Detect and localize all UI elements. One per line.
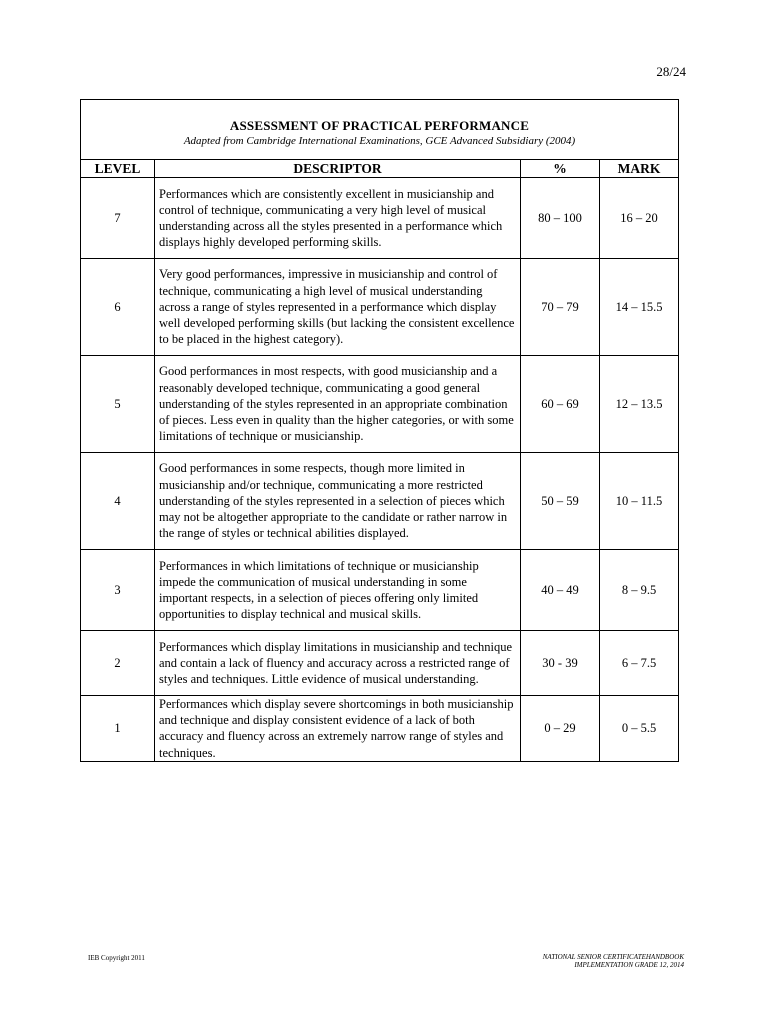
percent-cell: 0 – 29 (521, 696, 600, 762)
level-cell: 2 (81, 631, 155, 696)
percent-cell: 40 – 49 (521, 550, 600, 631)
table-row (81, 259, 679, 356)
descriptor-cell: Performances in which limitations of technique or musicianship impede the communication of musical understanding in some important respects, in a selection of pieces offering only limited opportunities to display technical and musical skills. (155, 550, 521, 631)
table-row (81, 550, 679, 631)
percent-cell: 50 – 59 (521, 453, 600, 550)
level-cell: 4 (81, 453, 155, 550)
percent-cell: 80 – 100 (521, 178, 600, 259)
header-row (81, 160, 679, 178)
table-title-cell (81, 100, 679, 160)
header-descriptor: DESCRIPTOR (155, 160, 521, 178)
descriptor-cell: Good performances in some respects, though more limited in musicianship and/or technique, communicating a more restricted understanding of the styles represented in a selection of pieces which may not be altogether appropriate to the candidate or rather narrow in the range of styles or technical abilities displayed. (155, 453, 521, 550)
descriptor-cell: Very good performances, impressive in musicianship and control of technique, communicating a high level of musical understanding across a range of styles represented in a performance which display well developed performing skills (but lacking the consistent excellence to be placed in the highest category). (155, 259, 521, 356)
table-row (81, 178, 679, 259)
footer-handbook (543, 953, 684, 969)
mark-cell: 8 – 9.5 (600, 550, 679, 631)
level-cell: 6 (81, 259, 155, 356)
assessment-table-container (80, 99, 678, 762)
table-row (81, 631, 679, 696)
footer-copyright: IEB Copyright 2011 (88, 954, 145, 962)
table-subtitle: Adapted from Cambridge International Examinations, GCE Advanced Subsidiary (2004) (183, 135, 576, 147)
percent-cell: 70 – 79 (521, 259, 600, 356)
descriptor-cell: Good performances in most respects, with good musicianship and a reasonably developed technique, communicating a good general understanding of the styles represented in an appropriate combination of pieces. Less even in quality than the higher categories, or with some limitations of technique or musicianship. (155, 356, 521, 453)
mark-cell: 6 – 7.5 (600, 631, 679, 696)
mark-cell: 0 – 5.5 (600, 696, 679, 762)
descriptor-cell: Performances which display severe shortcomings in both musicianship and technique and display consistent evidence of a lack of both accuracy and fluency across an extremely narrow range of styles and techniques. (155, 696, 521, 762)
table-title: ASSESSMENT OF PRACTICAL PERFORMANCE (229, 118, 530, 133)
assessment-table (80, 99, 679, 762)
mark-cell: 16 – 20 (600, 178, 679, 259)
footer-handbook-line1: NATIONAL SENIOR CERTIFICATEHANDBOOK (542, 953, 684, 961)
percent-cell: 60 – 69 (521, 356, 600, 453)
mark-cell: 12 – 13.5 (600, 356, 679, 453)
table-row (81, 356, 679, 453)
header-mark: MARK (600, 160, 679, 178)
level-cell: 5 (81, 356, 155, 453)
level-cell: 1 (81, 696, 155, 762)
descriptor-cell: Performances which are consistently excellent in musicianship and control of technique, communicating a very high level of musical understanding across all the styles presented in a performance which displays highly developed performing skills. (155, 178, 521, 259)
header-level: LEVEL (81, 160, 155, 178)
header-percent: % (521, 160, 600, 178)
page-number: 28/24 (656, 64, 686, 79)
footer-handbook-line2: IMPLEMENTATION GRADE 12, 2014 (574, 961, 684, 969)
descriptor-cell: Performances which display limitations in musicianship and technique and contain a lack of fluency and accuracy across a restricted range of styles and techniques. Little evidence of musical understanding. (155, 631, 521, 696)
mark-cell: 10 – 11.5 (600, 453, 679, 550)
table-row (81, 453, 679, 550)
level-cell: 7 (81, 178, 155, 259)
level-cell: 3 (81, 550, 155, 631)
table-row (81, 696, 679, 762)
percent-cell: 30 - 39 (521, 631, 600, 696)
mark-cell: 14 – 15.5 (600, 259, 679, 356)
